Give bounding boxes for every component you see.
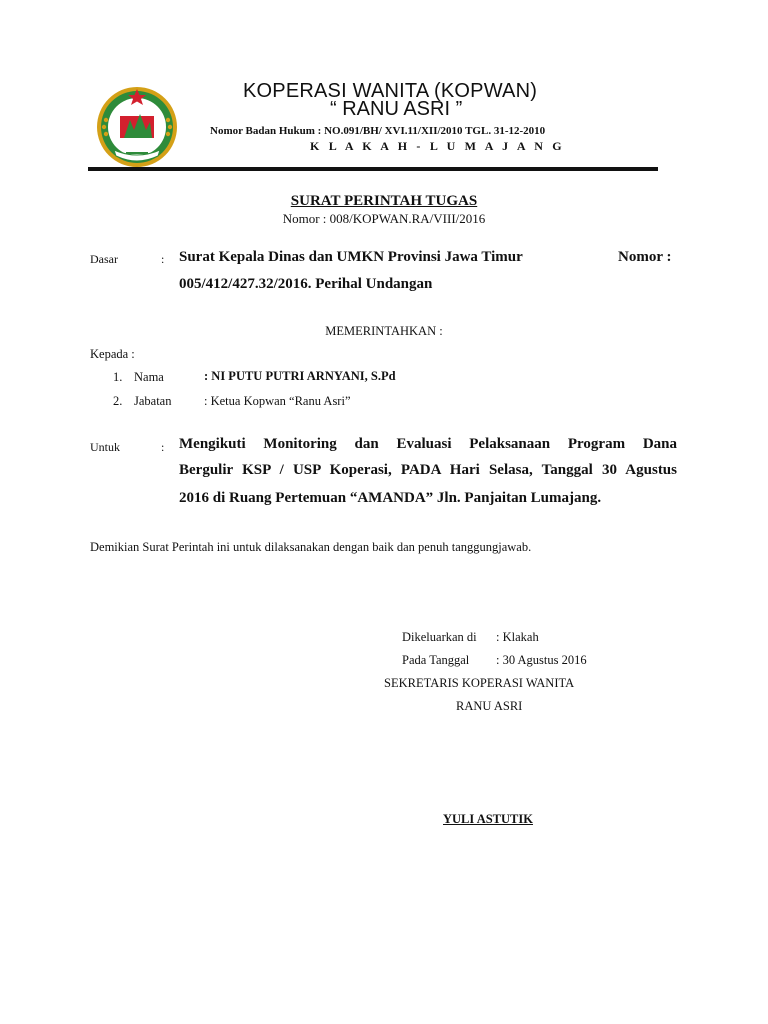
dasar-label: Dasar bbox=[90, 252, 118, 266]
untuk-text-line2: Bergulir KSP / USP Koperasi, PADA Hari Selasa, Tanggal 30 Agustus bbox=[179, 462, 677, 478]
kepada-item-value-position: : Ketua Kopwan “Ranu Asri” bbox=[204, 394, 351, 408]
document-number: Nomor : 008/KOPWAN.RA/VIII/2016 bbox=[282, 211, 486, 226]
kepada-item-value-name: : NI PUTU PUTRI ARNYANI, S.Pd bbox=[204, 369, 396, 383]
kepada-item-number: 1. bbox=[113, 370, 123, 384]
org-city: K L A K A H - L U M A J A N G bbox=[310, 139, 565, 153]
kepada-item-key: Nama bbox=[134, 370, 164, 384]
untuk-label: Untuk bbox=[90, 440, 120, 454]
kepada-item-key: Jabatan bbox=[134, 394, 172, 408]
legal-number: Nomor Badan Hukum : NO.091/BH/ XVI.11/XII/2010 TGL. 31-12-2010 bbox=[210, 125, 546, 137]
signer-position-line1: SEKRETARIS KOPERASI WANITA bbox=[384, 676, 575, 690]
signer-position-line2: RANU ASRI bbox=[456, 699, 523, 713]
issued-at-value: : Klakah bbox=[496, 630, 539, 644]
untuk-text-line3: 2016 di Ruang Pertemuan “AMANDA” Jln. Panjaitan Lumajang. bbox=[179, 490, 602, 506]
header-divider bbox=[88, 167, 658, 171]
memerintahkan-heading: MEMERINTAHKAN : bbox=[325, 324, 443, 338]
kepada-label: Kepada : bbox=[90, 347, 135, 361]
org-name: KOPERASI WANITA (KOPWAN) bbox=[243, 80, 538, 102]
org-subname: “ RANU ASRI ” bbox=[330, 98, 463, 120]
cooperative-emblem-icon bbox=[94, 84, 180, 170]
untuk-text-line1: Mengikuti Monitoring dan Evaluasi Pelaksanaan Program Dana bbox=[179, 436, 677, 452]
document-title: SURAT PERINTAH TUGAS bbox=[290, 193, 478, 209]
issued-at-label: Dikeluarkan di bbox=[402, 630, 477, 644]
kepada-item-number: 2. bbox=[113, 394, 123, 408]
dasar-text-line2: 005/412/427.32/2016. Perihal Undangan bbox=[179, 276, 433, 292]
issued-date-label: Pada Tanggal bbox=[402, 653, 470, 667]
closing-sentence: Demikian Surat Perintah ini untuk dilaksanakan dengan baik dan penuh tanggungjawab. bbox=[90, 540, 532, 554]
signer-name: YULI ASTUTIK bbox=[443, 812, 533, 826]
untuk-colon: : bbox=[161, 440, 165, 454]
issued-date-value: : 30 Agustus 2016 bbox=[496, 653, 587, 667]
dasar-nomor-label: Nomor : bbox=[618, 249, 672, 265]
dasar-colon: : bbox=[161, 252, 165, 266]
dasar-text-line1: Surat Kepala Dinas dan UMKN Provinsi Jawa Timur bbox=[179, 249, 523, 265]
